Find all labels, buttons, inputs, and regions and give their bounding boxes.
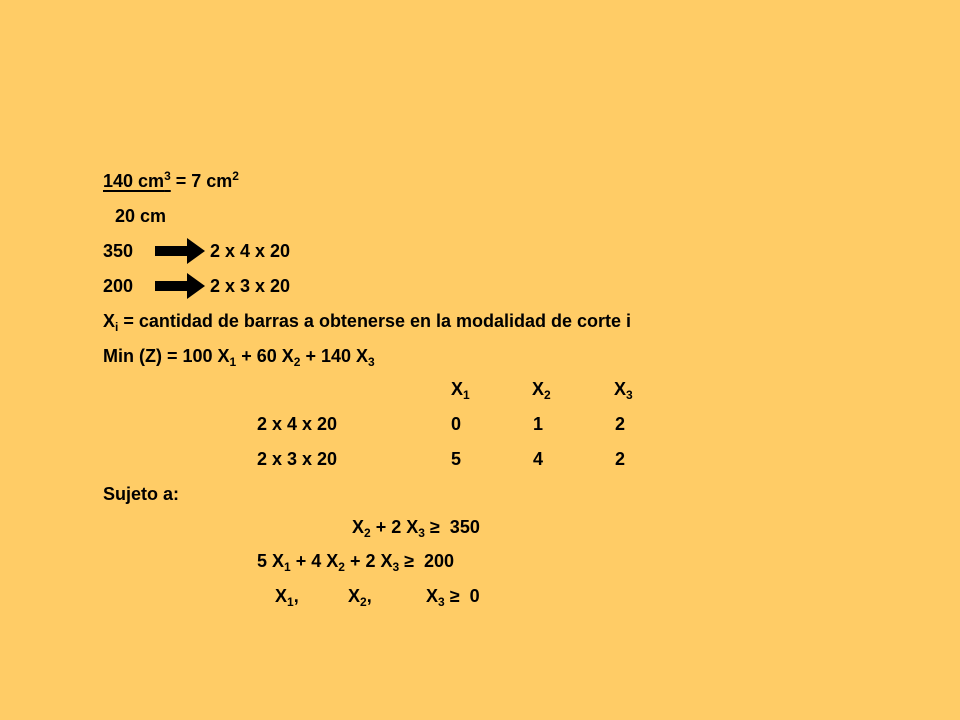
constraint-part: , <box>293 586 299 606</box>
header-sub: 3 <box>626 388 633 402</box>
constraint-part: X <box>348 586 361 606</box>
constraint-1 <box>352 517 480 540</box>
objective-term-3: + 140 X <box>300 346 369 366</box>
constraint-sub: 3 <box>392 560 400 574</box>
constraint-3 <box>275 586 299 609</box>
table-row-label-1: 2 x 3 x 20 <box>257 449 338 469</box>
table-cell: 0 <box>451 414 462 434</box>
conversion-from-1: 200 <box>103 276 134 296</box>
definition-text: = cantidad de barras a obtenerse en la modalidad de corte i <box>118 311 632 331</box>
table-cell: 4 <box>533 449 544 469</box>
table-cell: 1 <box>533 414 544 434</box>
table-header-x3 <box>614 379 633 402</box>
table-header-x1 <box>451 379 470 402</box>
numerator-text: 140 cm <box>103 171 165 191</box>
table-header-x2 <box>532 379 551 402</box>
numerator-exponent: 3 <box>164 169 171 183</box>
table-cell: 2 <box>615 449 626 469</box>
objective-sub-3: 3 <box>368 355 375 369</box>
fraction-numerator <box>103 171 171 191</box>
objective-term-2: + 60 X <box>236 346 294 366</box>
constraints-label: Sujeto a: <box>103 484 180 504</box>
fraction-denominator: 20 cm <box>115 206 167 226</box>
constraint-part: ≥ 350 <box>424 517 480 537</box>
constraint-2 <box>257 551 455 574</box>
conversion-to-1: 2 x 3 x 20 <box>210 276 291 296</box>
right-arrow-icon <box>155 271 205 301</box>
constraint-sub: 2 <box>338 560 345 574</box>
constraint-sub: 1 <box>284 560 291 574</box>
constraint-part: 5 X <box>257 551 285 571</box>
constraint-part: , <box>366 586 372 606</box>
table-cell: 2 <box>615 414 626 434</box>
objective-prefix: Min (Z) = 100 X <box>103 346 230 366</box>
header-var: X <box>614 379 627 399</box>
constraint-sub: 3 <box>418 526 425 540</box>
header-sub: 2 <box>544 388 551 402</box>
header-sub: 1 <box>463 388 470 402</box>
definition-var: X <box>103 311 116 331</box>
constraint-3-part-2 <box>348 586 372 609</box>
constraint-part: X <box>352 517 365 537</box>
objective-sub-1: 1 <box>229 355 237 369</box>
fraction-numerator-line <box>103 169 239 191</box>
constraint-part: + 2 X <box>344 551 393 571</box>
conversion-from-0: 350 <box>103 241 134 261</box>
constraint-part: X <box>275 586 288 606</box>
constraint-sub: 3 <box>438 595 445 609</box>
variable-definition <box>103 311 632 334</box>
result-exponent: 2 <box>232 169 239 183</box>
table-row-label-0: 2 x 4 x 20 <box>257 414 338 434</box>
definition-var-subscript: i <box>115 320 119 334</box>
equals-text: = 7 cm <box>170 171 233 191</box>
conversion-to-0: 2 x 4 x 20 <box>210 241 291 261</box>
header-var: X <box>532 379 545 399</box>
constraint-sub: 2 <box>360 595 367 609</box>
constraint-part: + 4 X <box>290 551 339 571</box>
constraint-part: ≥ 0 <box>444 586 480 606</box>
constraint-3-part-3 <box>426 586 480 609</box>
table-cell: 5 <box>451 449 462 469</box>
constraint-sub: 2 <box>364 526 371 540</box>
constraint-part: + 2 X <box>370 517 419 537</box>
objective-function <box>103 346 375 369</box>
header-var: X <box>451 379 464 399</box>
constraint-sub: 1 <box>287 595 294 609</box>
constraint-part: ≥ 200 <box>399 551 455 571</box>
objective-sub-2: 2 <box>293 355 301 369</box>
constraint-part: X <box>426 586 439 606</box>
right-arrow-icon <box>155 236 205 266</box>
